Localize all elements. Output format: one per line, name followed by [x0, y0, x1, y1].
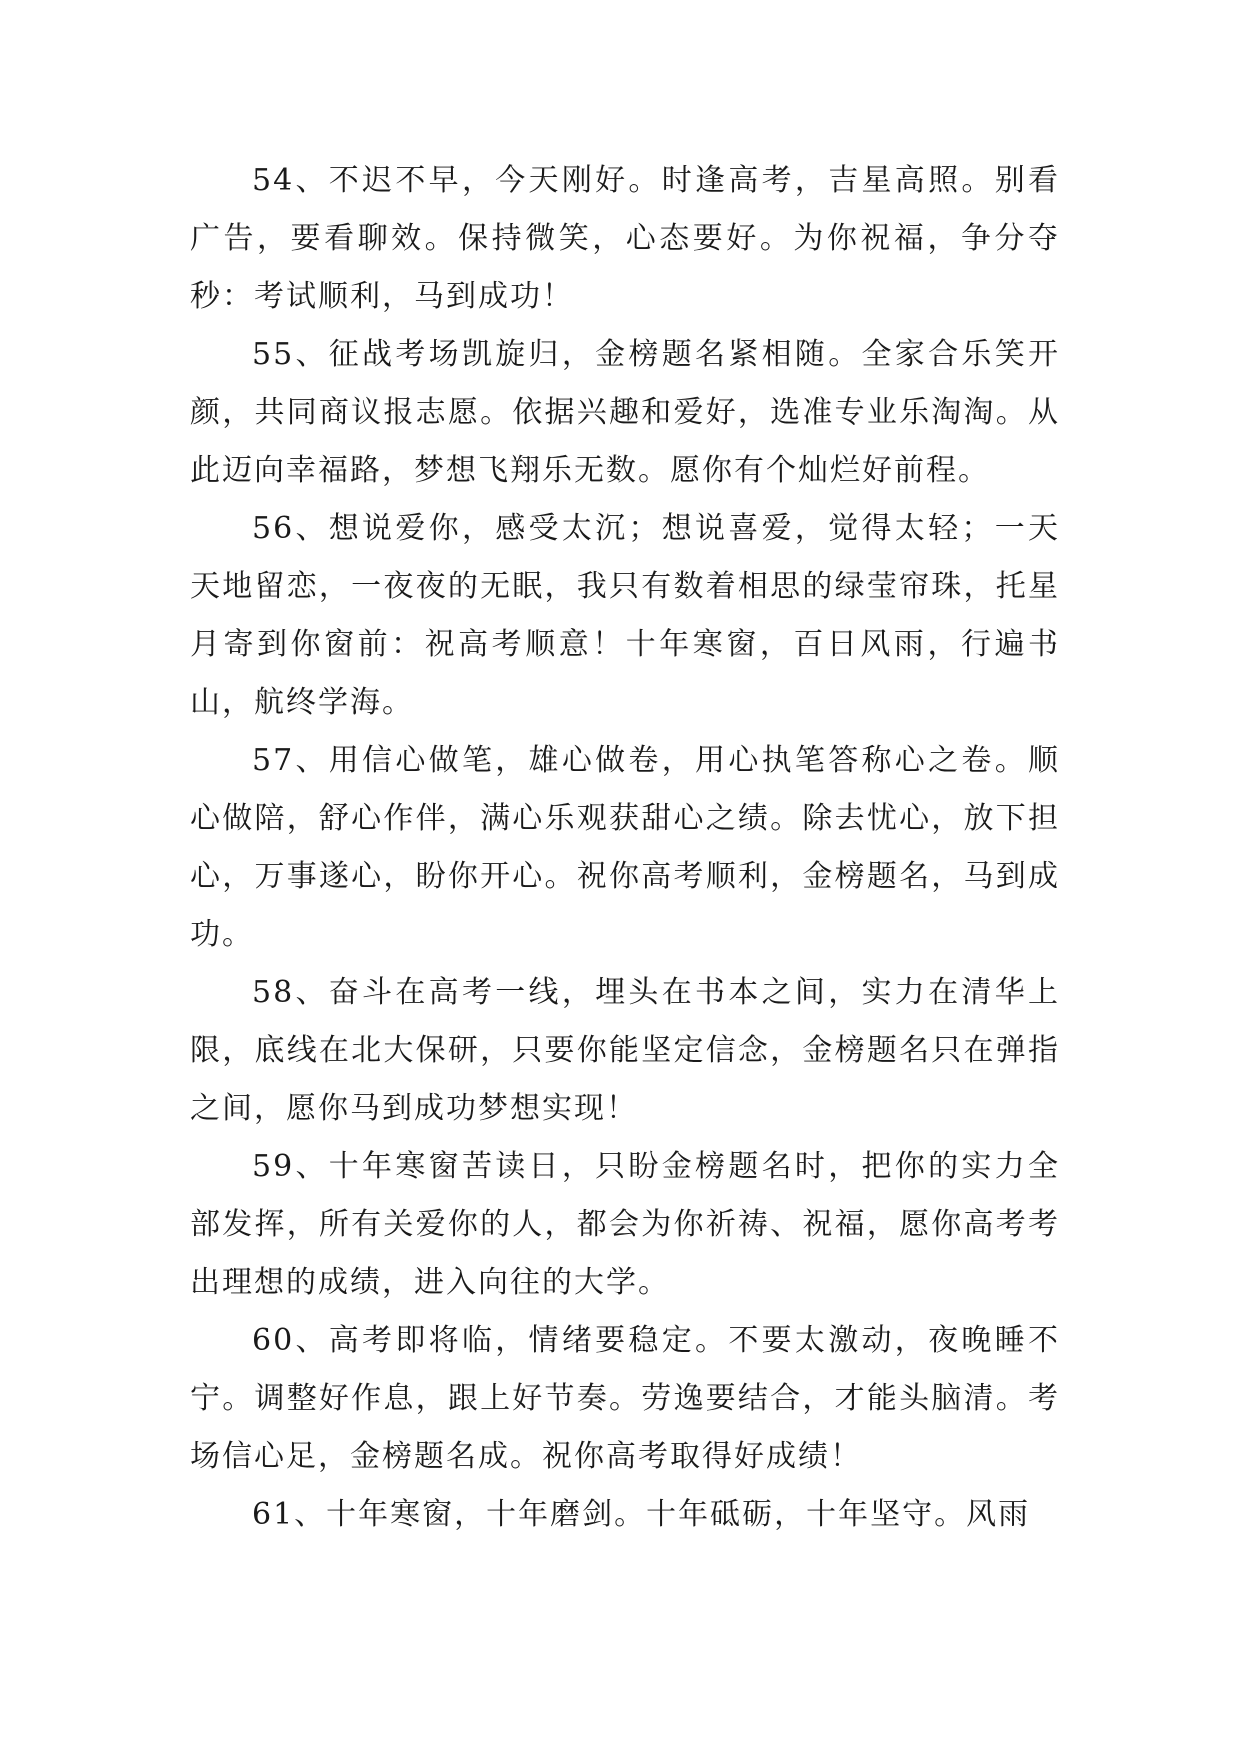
paragraph-57: 57、用信心做笔，雄心做卷，用心执笔答称心之卷。顺心做陪，舒心作伴，满心乐观获甜心之绩。除去忧心，放下担心，万事遂心，盼你开心。祝你高考顺利，金榜题名，马到成功。 — [190, 743, 1060, 952]
paragraph-61: 61、十年寒窗，十年磨剑。十年砥砺，十年坚守。风雨 — [252, 1497, 1031, 1532]
paragraph-60: 60、高考即将临，情绪要稳定。不要太激动，夜晚睡不宁。调整好作息，跟上好节奏。劳逸要结合，才能头脑清。考场信心足，金榜题名成。祝你高考取得好成绩！ — [190, 1323, 1060, 1474]
paragraph-59: 59、十年寒窗苦读日，只盼金榜题名时，把你的实力全部发挥，所有关爱你的人，都会为你祈祷、祝福，愿你高考考出理想的成绩，进入向往的大学。 — [190, 1149, 1060, 1300]
paragraph-58: 58、奋斗在高考一线，埋头在书本之间，实力在清华上限，底线在北大保研，只要你能坚定信念，金榜题名只在弹指之间，愿你马到成功梦想实现！ — [190, 975, 1060, 1126]
document-body — [190, 152, 1060, 1544]
paragraph-54: 54、不迟不早，今天刚好。时逢高考，吉星高照。别看广告，要看聊效。保持微笑，心态要好。为你祝福，争分夺秒：考试顺利，马到成功！ — [190, 163, 1060, 314]
paragraph-56: 56、想说爱你，感受太沉；想说喜爱，觉得太轻；一天天地留恋，一夜夜的无眠，我只有数着相思的绿莹帘珠，托星月寄到你窗前：祝高考顺意！十年寒窗，百日风雨，行遍书山，航终学海。 — [190, 511, 1060, 720]
paragraph-55: 55、征战考场凯旋归，金榜题名紧相随。全家合乐笑开颜，共同商议报志愿。依据兴趣和爱好，选准专业乐淘淘。从此迈向幸福路，梦想飞翔乐无数。愿你有个灿烂好前程。 — [190, 337, 1060, 488]
